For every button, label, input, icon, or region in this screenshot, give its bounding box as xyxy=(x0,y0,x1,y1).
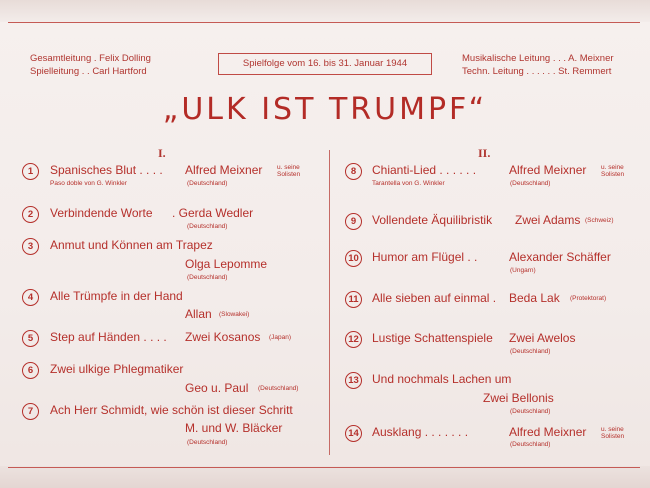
solo-note xyxy=(601,164,624,178)
artist-name: Alfred Meixner xyxy=(509,425,587,439)
solo-line: Solisten xyxy=(601,433,625,440)
act-title: Verbindende Worte xyxy=(50,206,153,220)
top-edge xyxy=(0,0,650,22)
act-title: Und nochmals Lachen um xyxy=(372,372,512,386)
country: (Deutschland) xyxy=(258,385,299,392)
act-title: Spanisches Blut . . . . xyxy=(50,163,163,177)
credit-line: Gesamtleitung . Felix Dolling xyxy=(30,53,151,64)
act-title: Humor am Flügel . . xyxy=(372,250,478,264)
artist-name: Zwei Adams xyxy=(515,213,581,227)
number-badge: 10 xyxy=(345,250,362,267)
number-badge: 11 xyxy=(345,291,362,308)
act-title: Vollendete Äquilibristik xyxy=(372,213,493,227)
artist-name: Geo u. Paul xyxy=(185,381,249,395)
country: (Deutschland) xyxy=(510,348,551,355)
artist-name: Alexander Schäffer xyxy=(509,250,611,264)
credit-line: Spielleitung . . Carl Hartford xyxy=(30,66,147,77)
bottom-edge xyxy=(0,466,650,488)
act-title: Alle Trümpfe in der Hand xyxy=(50,289,183,303)
country: (Ungarn) xyxy=(510,267,536,274)
solo-note xyxy=(601,426,624,440)
artist-name: Zwei Kosanos xyxy=(185,330,261,344)
country: (Slowakei) xyxy=(219,311,250,318)
column-divider xyxy=(329,150,330,455)
number-badge: 14 xyxy=(345,425,362,442)
number-badge: 5 xyxy=(22,330,39,347)
number-badge: 7 xyxy=(22,403,39,420)
country: (Deutschland) xyxy=(187,274,228,281)
credit-line: Musikalische Leitung . . . A. Meixner xyxy=(462,53,614,64)
date-box: Spielfolge vom 16. bis 31. Januar 1944 xyxy=(218,53,432,75)
country: (Japan) xyxy=(269,334,292,341)
act-subtitle: Tarantella von G. Winkler xyxy=(372,180,445,187)
artist-name: Zwei Awelos xyxy=(509,331,576,345)
country: (Deutschland) xyxy=(187,439,228,446)
country: (Protektorat) xyxy=(570,295,607,302)
credits-left xyxy=(30,52,151,78)
act-title: Chianti-Lied . . . . . . xyxy=(372,163,477,177)
solo-line: u. seine xyxy=(601,164,624,171)
country: (Deutschland) xyxy=(187,223,228,230)
solo-note xyxy=(277,164,300,178)
country: (Deutschland) xyxy=(187,180,228,187)
artist-name: Zwei Bellonis xyxy=(483,391,554,405)
number-badge: 8 xyxy=(345,163,362,180)
act-subtitle: Paso doble von G. Winkler xyxy=(50,180,127,187)
solo-line: Solisten xyxy=(601,171,625,178)
credit-line: Techn. Leitung . . . . . . St. Remmert xyxy=(462,66,612,77)
number-badge: 3 xyxy=(22,238,39,255)
credits-right xyxy=(462,52,614,78)
country: (Deutschland) xyxy=(510,441,551,448)
artist-name: Alfred Meixner xyxy=(185,163,263,177)
act-title: Step auf Händen . . . . xyxy=(50,330,167,344)
artist-name: Beda Lak xyxy=(509,291,560,305)
artist-name: Alfred Meixner xyxy=(509,163,587,177)
country: (Deutschland) xyxy=(510,180,551,187)
column-heading-1: I. xyxy=(158,146,166,160)
artist-name: Allan xyxy=(185,307,212,321)
artist-name: Olga Lepomme xyxy=(185,257,268,271)
act-title: Anmut und Können am Trapez xyxy=(50,238,213,252)
number-badge: 2 xyxy=(22,206,39,223)
column-heading-2: II. xyxy=(478,146,491,160)
artist-name: . Gerda Wedler xyxy=(172,206,254,220)
number-badge: 4 xyxy=(22,289,39,306)
act-title: Ach Herr Schmidt, wie schön ist dieser Schritt xyxy=(50,403,293,417)
country: (Deutschland) xyxy=(510,408,551,415)
number-badge: 13 xyxy=(345,372,362,389)
act-title: Lustige Schattenspiele xyxy=(372,331,493,345)
number-badge: 6 xyxy=(22,362,39,379)
solo-line: u. seine xyxy=(601,426,624,433)
act-title: Zwei ulkige Phlegmatiker xyxy=(50,362,184,376)
number-badge: 9 xyxy=(345,213,362,230)
act-title: Alle sieben auf einmal . xyxy=(372,291,497,305)
solo-line: Solisten xyxy=(277,171,301,178)
act-title: Ausklang . . . . . . . xyxy=(372,425,469,439)
number-badge: 12 xyxy=(345,331,362,348)
solo-line: u. seine xyxy=(277,164,300,171)
country: (Schweiz) xyxy=(585,217,614,224)
artist-name: M. und W. Bläcker xyxy=(185,421,283,435)
number-badge: 1 xyxy=(22,163,39,180)
page-title: „ULK IST TRUMPF“ xyxy=(162,92,488,127)
